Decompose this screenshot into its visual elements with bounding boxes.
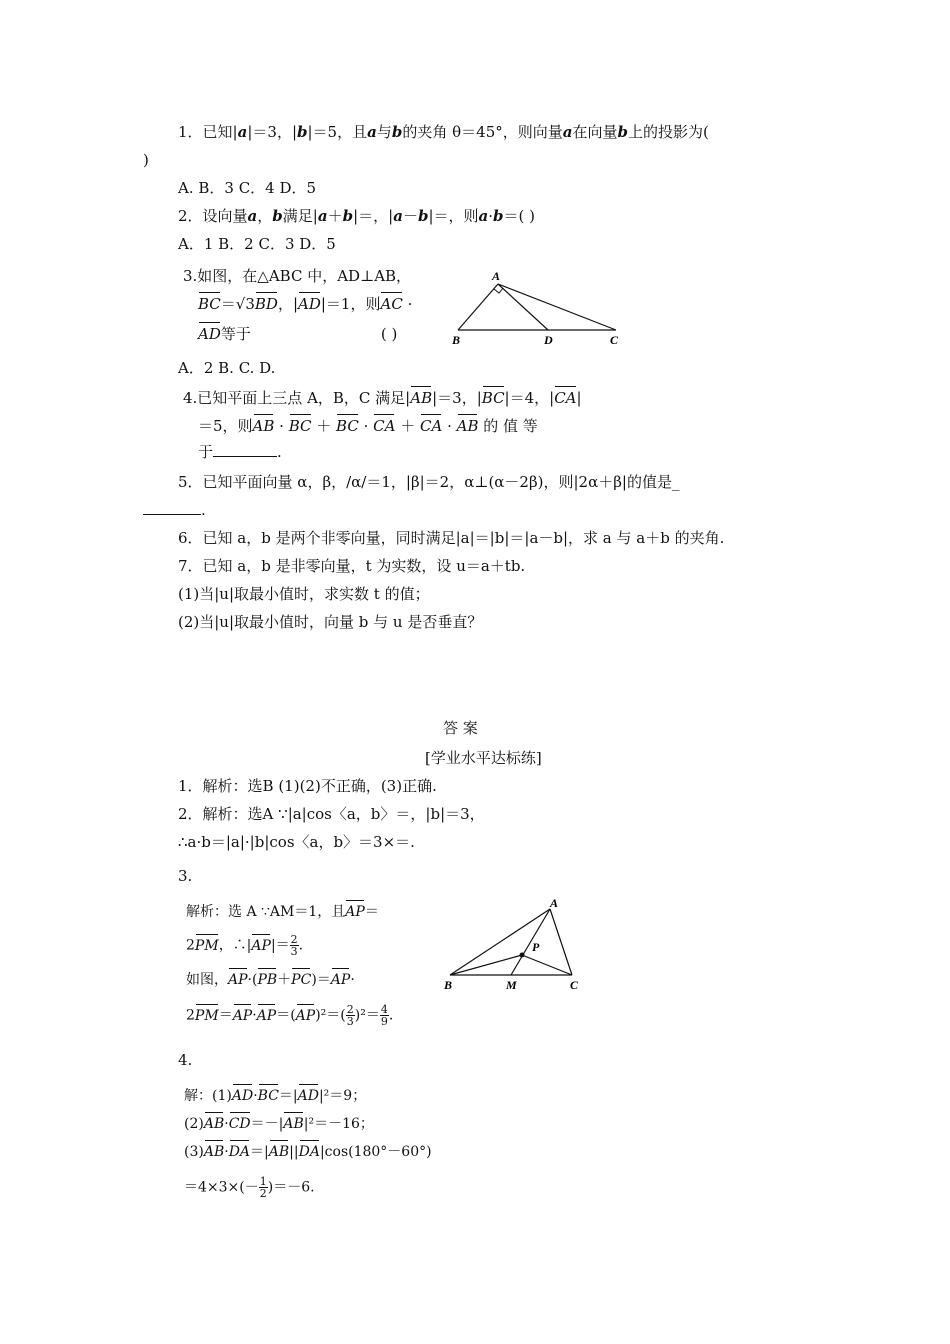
a3-label-m: M (506, 978, 517, 992)
answers-title: 答 案 (443, 719, 478, 737)
q4-line1: 4.已知平面上三点 A，B，C 满足|AB|＝3，|BC|＝4，|CA| (183, 389, 582, 407)
answer-4-line1: 解：(1)AD·BC＝|AD|²＝9； (184, 1088, 367, 1104)
q3-side-ab (458, 284, 498, 330)
q3-options: A．2 B. C. D. (178, 359, 276, 377)
q3-right-angle-mark (494, 288, 503, 293)
q3-label-c: C (610, 333, 619, 347)
q3-label-d: D (544, 333, 553, 347)
q3-line1: 3.如图，在△ABC 中，AD⊥AB， (183, 267, 412, 285)
answer-3-fraction-4-9: $\frac{4}{9}$ (380, 1003, 388, 1028)
answer-4-number: 4. (178, 1051, 193, 1069)
answer-4-line3: (3)AB·DA＝|AB||DA|cos(180°－60°) (184, 1144, 432, 1160)
answer-3-triangle-figure (440, 895, 590, 995)
answer-3-line4: 2PM＝AP·AP＝(AP)²＝( $\frac{2}{3}$ )²＝ $\frac{4}{9}$ . (186, 1003, 394, 1028)
q4-line3: 于 . (198, 443, 282, 461)
q1-line2: ) (143, 151, 149, 169)
q7-part1: (1)当|u|取最小值时，求实数 t 的值； (178, 585, 430, 603)
answer-3-fraction-2-3: $\frac{2}{3}$ (346, 1003, 354, 1028)
a3-point-p (520, 953, 525, 958)
q3-segment-ad (498, 284, 548, 330)
answer-2-line1: 2．解析：选A ∵|a|cos〈a，b〉＝，|b|＝3， (178, 805, 485, 823)
q3-triangle-figure (448, 266, 624, 348)
q5-line2: . (143, 500, 206, 520)
q1-options: A. B．3 C．4 D．5 (178, 179, 317, 197)
q6-line: 6．已知 a，b 是两个非零向量，同时满足|a|＝|b|＝|a－b|，求 a 与 a＋b 的夹角. (178, 529, 725, 547)
q2-line: 2．设向量a，b满足|a＋b|＝，|a－b|＝，则a·b＝( ) (178, 207, 536, 225)
answer-2-line2: ∴a·b＝|a|·|b|cos〈a，b〉＝3×＝. (178, 833, 415, 851)
answers-subtitle: [学业水平达标练] (425, 749, 542, 767)
a3-label-c: C (570, 978, 579, 992)
q3-label-a: A (492, 269, 501, 283)
q3-label-b: B (452, 333, 461, 347)
a3-segment-pc (522, 955, 572, 975)
a3-segment-bp (450, 955, 522, 975)
q3-side-ac (498, 284, 616, 330)
a3-side-ac (550, 909, 572, 975)
answer-3-line3: 如图，AP·(PB＋PC)＝AP· (186, 972, 355, 988)
q2-options: A．1 B．2 C．3 D．5 (178, 235, 336, 253)
q3-line3: AD等于 ( ) (198, 325, 398, 343)
q1-line1: 1．已知|a|＝3，|b|＝5，且a与b的夹角 θ＝45°，则向量a在向量b上的投影为( (178, 123, 709, 141)
q7-part2: (2)当|u|取最小值时，向量 b 与 u 是否垂直？ (178, 613, 483, 631)
answer-4-fraction: $\frac{1}{2}$ (259, 1175, 267, 1200)
answer-4-line2: (2)AB·CD＝－|AB|²＝－16； (184, 1116, 374, 1132)
answer-3-line1: 解析：选 A ∵AM＝1，且AP＝ (186, 904, 379, 920)
answer-4-line4: ＝4×3×(－ $\frac{1}{2}$ )＝－6. (184, 1175, 315, 1200)
answer-1: 1．解析：选B (1)(2)不正确，(3)正确. (178, 777, 437, 795)
a3-label-a: A (550, 896, 559, 910)
a3-label-p: P (532, 940, 540, 954)
q3-line2: BC＝√3BD，|AD|＝1，则AC · (198, 295, 413, 313)
answer-3-number: 3. (178, 867, 193, 885)
q4-line2: ＝5，则AB · BC ＋ BC · CA ＋ CA · AB 的 值 等 (198, 417, 538, 435)
q5-line1: 5．已知平面向量 α，β，/α/＝1，|β|＝2，α⊥(α－2β)，则|2α＋β|的值是_ (178, 473, 680, 491)
a3-label-b: B (444, 978, 453, 992)
a3-median-am (511, 909, 550, 975)
q7-line: 7．已知 a，b 是非零向量，t 为实数，设 u＝a＋tb. (178, 557, 526, 575)
answer-3-fraction: $\frac{2}{3}$ (290, 933, 298, 958)
answer-3-line2: 2PM，∴|AP|＝ $\frac{2}{3}$ . (186, 933, 304, 958)
